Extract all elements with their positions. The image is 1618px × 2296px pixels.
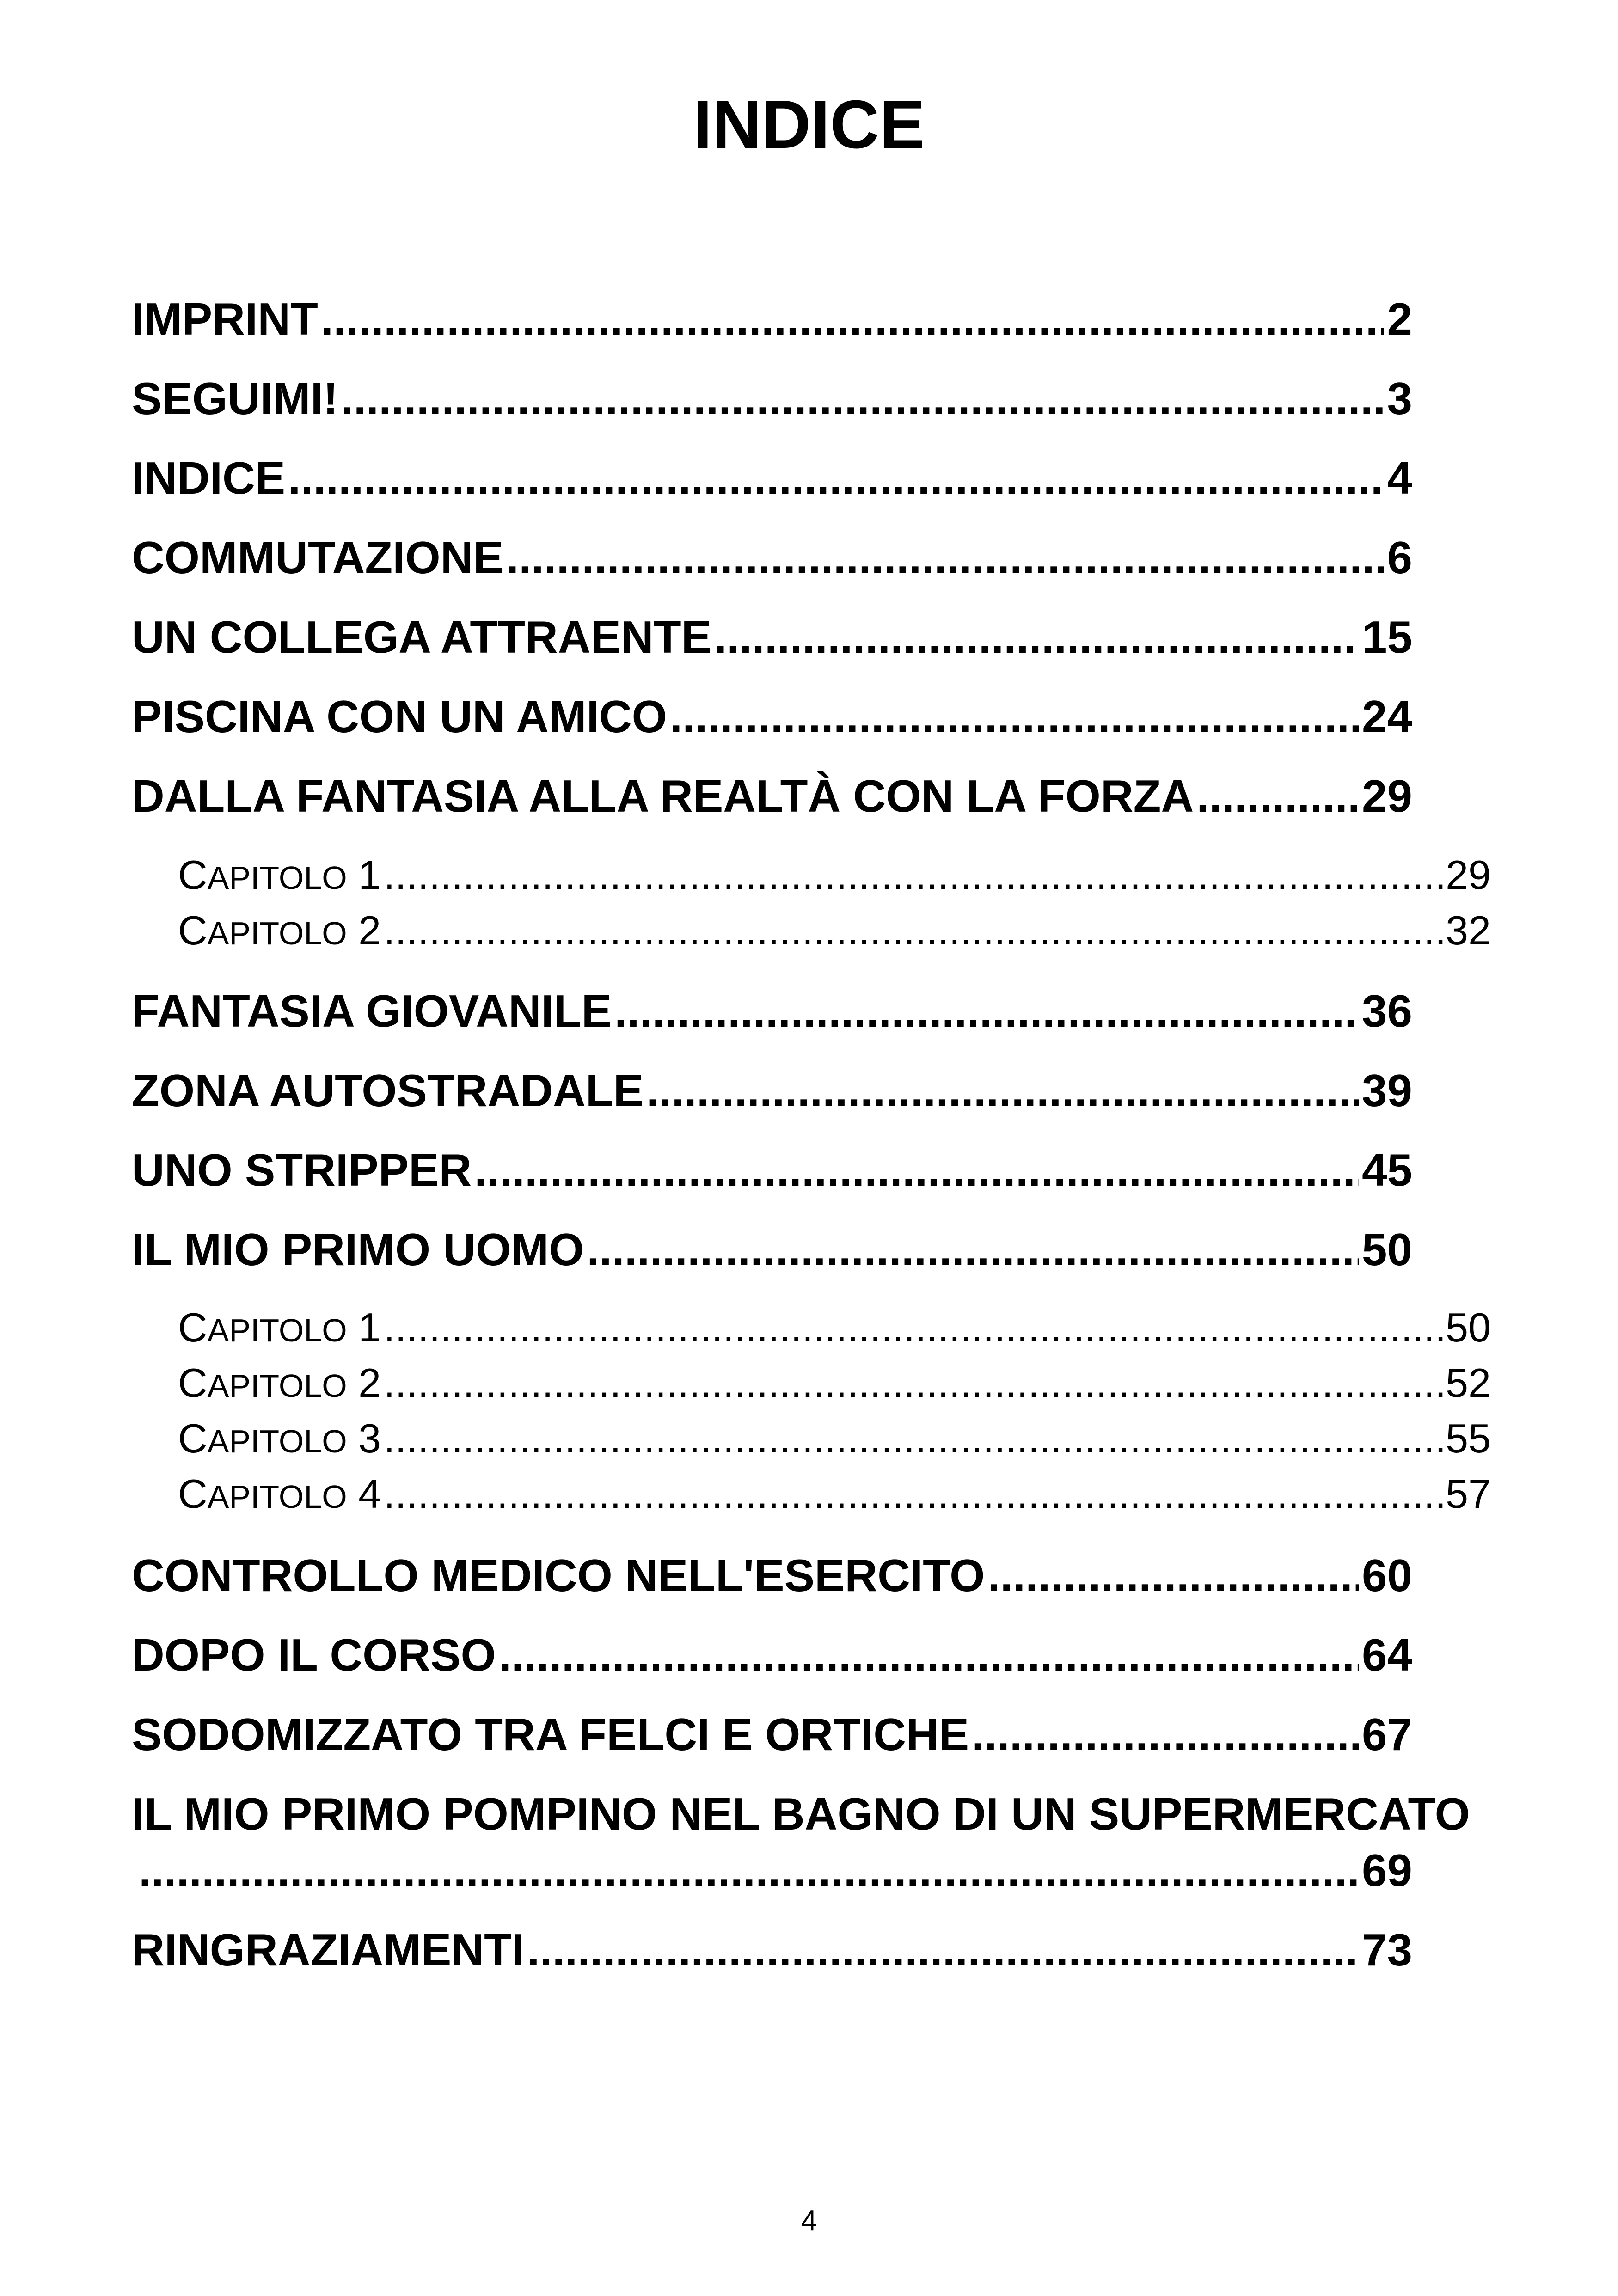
toc-entry-il-mio-primo-pompino-page-line[interactable] bbox=[139, 1840, 1412, 1900]
toc-entry-title: CONTROLLO MEDICO NELL'ESERCITO bbox=[132, 1550, 985, 1601]
toc-entry-page: 3 bbox=[1387, 373, 1412, 424]
dot-leader bbox=[670, 686, 1359, 747]
toc-subentry-capitolo-2[interactable] bbox=[178, 1356, 1491, 1413]
toc-entry-un-collega-attraente[interactable] bbox=[132, 607, 1412, 667]
toc-subentry-title: CAPITOLO 2 bbox=[178, 907, 381, 953]
toc-entry-page: 24 bbox=[1361, 691, 1412, 742]
toc-entry-title: SEGUIMI! bbox=[132, 373, 338, 424]
toc-entry-title: SODOMIZZATO TRA FELCI E ORTICHE bbox=[132, 1709, 969, 1760]
dot-leader bbox=[384, 1300, 1443, 1355]
page-number: 4 bbox=[801, 2205, 817, 2237]
toc-entry-commutazione[interactable] bbox=[132, 527, 1412, 588]
toc-entry-title: UNO STRIPPER bbox=[132, 1145, 472, 1195]
toc-entry-ringraziamenti[interactable] bbox=[132, 1920, 1412, 1980]
toc-entry-title: IMPRINT bbox=[132, 294, 318, 344]
toc-subentry-capitolo-1[interactable] bbox=[178, 1300, 1491, 1358]
toc-entry-page: 45 bbox=[1361, 1145, 1412, 1195]
toc-subentry-page: 50 bbox=[1446, 1304, 1491, 1350]
toc-entry-sodomizzato[interactable] bbox=[132, 1704, 1412, 1764]
toc-entry-seguimi[interactable] bbox=[132, 368, 1412, 429]
toc-entry-title: DALLA FANTASIA ALLA REALTÀ CON LA FORZA bbox=[132, 771, 1194, 821]
toc-entry-page: 60 bbox=[1361, 1550, 1412, 1601]
toc-subentry-capitolo-2[interactable] bbox=[178, 903, 1491, 961]
toc-entry-page: 64 bbox=[1361, 1629, 1412, 1680]
dot-leader bbox=[384, 1411, 1443, 1466]
toc-entry-fantasia-giovanile[interactable] bbox=[132, 981, 1412, 1041]
toc-subentry-capitolo-1[interactable] bbox=[178, 848, 1491, 905]
dot-leader bbox=[384, 848, 1443, 902]
toc-entry-piscina-con-un-amico[interactable] bbox=[132, 686, 1412, 747]
toc-subentry-title: CAPITOLO 4 bbox=[178, 1471, 381, 1517]
toc-entry-title: RINGRAZIAMENTI bbox=[132, 1924, 525, 1975]
dot-leader bbox=[1196, 766, 1359, 826]
dot-leader bbox=[646, 1060, 1359, 1120]
toc-subentry-page: 55 bbox=[1446, 1415, 1491, 1461]
toc-entry-page: 2 bbox=[1387, 294, 1412, 344]
toc-entry-il-mio-primo-pompino[interactable]: IL MIO PRIMO POMPINO NEL BAGNO DI UN SUPERMERCATO bbox=[132, 1788, 1470, 1839]
toc-subentry-page: 52 bbox=[1446, 1360, 1491, 1406]
dot-leader bbox=[384, 903, 1443, 958]
dot-leader bbox=[321, 289, 1385, 349]
toc-entry-page: 29 bbox=[1361, 771, 1412, 821]
toc-entry-title: DOPO IL CORSO bbox=[132, 1629, 496, 1680]
toc-subentry-title: CAPITOLO 2 bbox=[178, 1360, 381, 1406]
toc-entry-indice[interactable] bbox=[132, 448, 1412, 508]
toc-entry-page: 36 bbox=[1361, 986, 1412, 1036]
toc-entry-title: ZONA AUTOSTRADALE bbox=[132, 1065, 644, 1116]
toc-entry-il-mio-primo-uomo[interactable] bbox=[132, 1219, 1412, 1280]
toc-entry-page: 69 bbox=[1361, 1845, 1412, 1896]
toc-entry-page: 4 bbox=[1387, 453, 1412, 503]
toc-entry-page: 39 bbox=[1361, 1065, 1412, 1116]
toc-subentry-page: 57 bbox=[1446, 1471, 1491, 1517]
dot-leader bbox=[384, 1356, 1443, 1410]
dot-leader bbox=[614, 981, 1359, 1041]
toc-entry-controllo-medico[interactable] bbox=[132, 1545, 1412, 1605]
dot-leader bbox=[499, 1625, 1359, 1685]
dot-leader bbox=[139, 1840, 1359, 1900]
toc-entry-imprint[interactable] bbox=[132, 289, 1412, 349]
toc-subentry-title: CAPITOLO 1 bbox=[178, 1304, 381, 1350]
toc-entry-title: COMMUTAZIONE bbox=[132, 532, 503, 583]
toc-subentry-page: 29 bbox=[1446, 852, 1491, 898]
toc-entry-title: INDICE bbox=[132, 453, 286, 503]
toc-subentry-page: 32 bbox=[1446, 907, 1491, 953]
dot-leader bbox=[474, 1140, 1359, 1200]
toc-entry-zona-autostradale[interactable] bbox=[132, 1060, 1412, 1120]
dot-leader bbox=[972, 1704, 1359, 1764]
dot-leader bbox=[341, 368, 1384, 429]
dot-leader bbox=[506, 527, 1385, 588]
dot-leader bbox=[987, 1545, 1359, 1605]
toc-entry-page: 73 bbox=[1361, 1924, 1412, 1975]
dot-leader bbox=[384, 1467, 1443, 1521]
toc-entry-title: FANTASIA GIOVANILE bbox=[132, 986, 612, 1036]
page-title: INDICE bbox=[693, 86, 925, 163]
toc-entry-page: 67 bbox=[1361, 1709, 1412, 1760]
toc-entry-title: UN COLLEGA ATTRAENTE bbox=[132, 612, 711, 662]
toc-entry-page: 15 bbox=[1361, 612, 1412, 662]
toc-entry-page: 50 bbox=[1361, 1224, 1412, 1275]
toc-entry-dopo-il-corso[interactable] bbox=[132, 1625, 1412, 1685]
dot-leader bbox=[288, 448, 1384, 508]
toc-subentry-title: CAPITOLO 1 bbox=[178, 852, 381, 898]
toc-subentry-capitolo-3[interactable] bbox=[178, 1411, 1491, 1469]
toc-entry-page: 6 bbox=[1387, 532, 1412, 583]
dot-leader bbox=[714, 607, 1359, 667]
toc-entry-uno-stripper[interactable] bbox=[132, 1140, 1412, 1200]
toc-entry-title: PISCINA CON UN AMICO bbox=[132, 691, 667, 742]
toc-subentry-title: CAPITOLO 3 bbox=[178, 1415, 381, 1461]
toc-entry-title: IL MIO PRIMO UOMO bbox=[132, 1224, 584, 1275]
dot-leader bbox=[587, 1219, 1359, 1280]
dot-leader bbox=[527, 1920, 1359, 1980]
toc-subentry-capitolo-4[interactable] bbox=[178, 1467, 1491, 1524]
toc-entry-dalla-fantasia[interactable] bbox=[132, 766, 1412, 826]
